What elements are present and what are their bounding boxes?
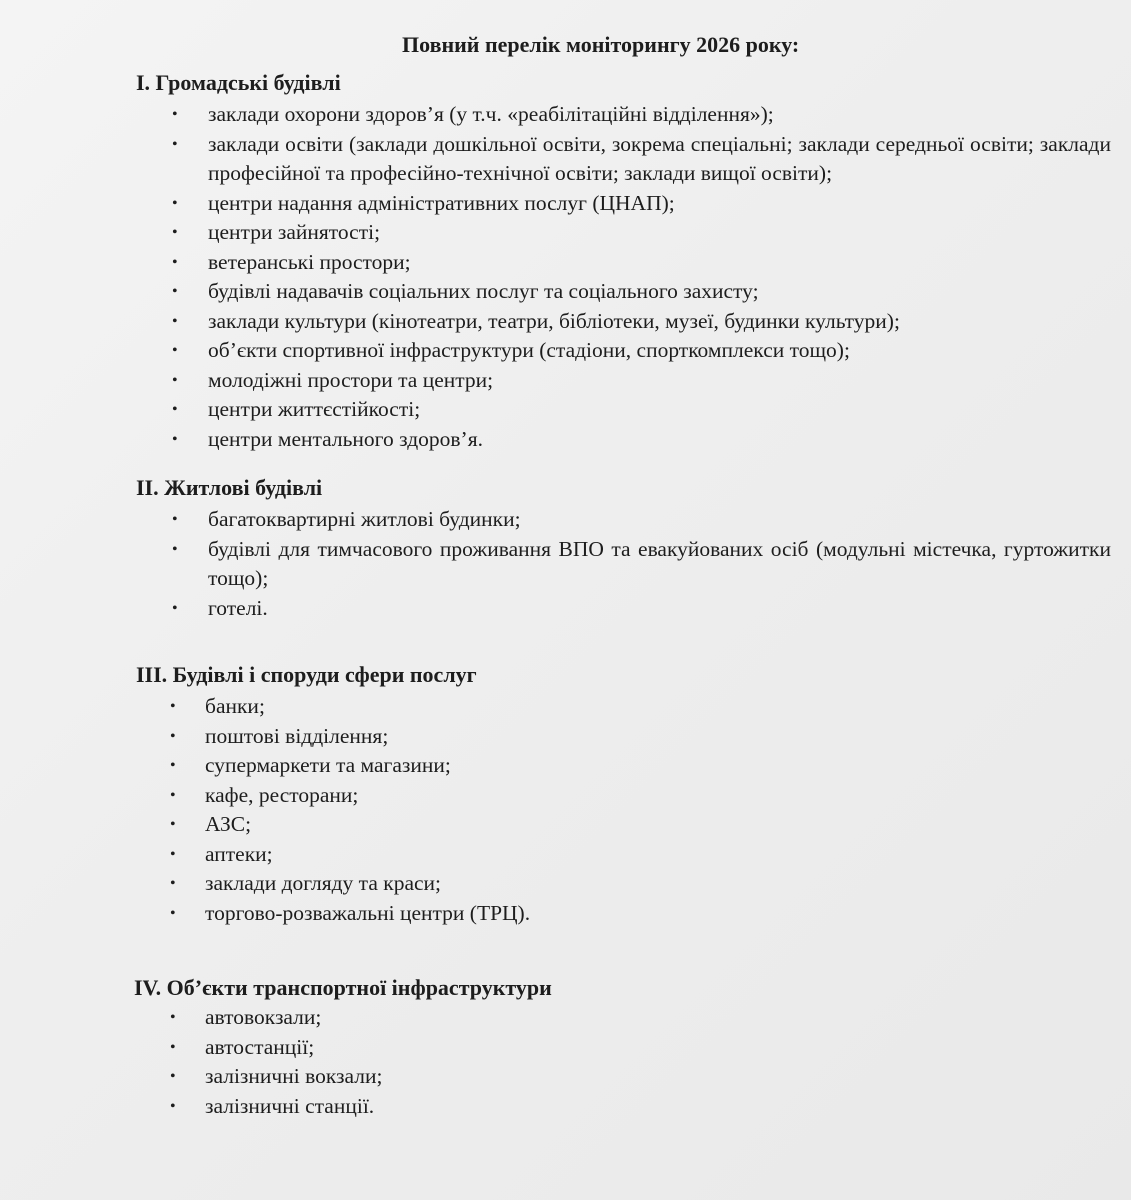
list-item-text: поштові відділення; xyxy=(205,723,389,748)
list-item-text: центри надання адміністративних послуг (ЦНАП); xyxy=(208,190,675,215)
bullet-icon: • xyxy=(170,845,176,863)
bullet-icon: • xyxy=(172,599,178,617)
list-item-text: заклади культури (кінотеатри, театри, бібліотеки, музеї, будинки культури); xyxy=(208,308,900,333)
list-item-text: супермаркети та магазини; xyxy=(205,753,451,777)
list-item-text: центри ментального здоров’я. xyxy=(208,426,483,451)
bullet-icon: • xyxy=(172,540,178,558)
bullet-icon: • xyxy=(172,253,178,271)
list-item-text: залізничні станції. xyxy=(205,1093,375,1118)
bullet-icon: • xyxy=(172,312,178,330)
bullet-icon: • xyxy=(170,757,176,774)
bullet-icon: • xyxy=(170,816,176,833)
bullet-icon: • xyxy=(172,430,178,448)
list-item-text: торгово-розважальні центри (ТРЦ). xyxy=(205,900,531,925)
bullet-icon: • xyxy=(170,875,176,892)
bullet-icon: • xyxy=(172,283,178,300)
section-heading: ІІІ. Будівлі і споруди сфери послуг xyxy=(136,662,477,687)
bullet-icon: • xyxy=(170,1009,176,1026)
list-item-text: автовокзали; xyxy=(205,1005,322,1029)
list-item-text: автостанції; xyxy=(205,1034,315,1059)
section-heading: IV. Об’єкти транспортної інфраструктури xyxy=(134,975,552,1000)
bullet-icon: • xyxy=(170,786,176,804)
bullet-icon: • xyxy=(170,1038,176,1056)
list-item-text: заклади освіти (заклади дошкільної освіти, зокрема спеціальні; заклади середньої освіти; заклади професійної та професійно-технічної освіти; заклади вищої освіти); xyxy=(208,131,1111,185)
list-item-text: кафе, ресторани; xyxy=(205,782,359,807)
document-title: Повний перелік моніторингу 2026 року: xyxy=(402,32,800,57)
list-item-text: центри життєстійкості; xyxy=(208,397,421,421)
list-item-text: молодіжні простори та центри; xyxy=(208,367,494,392)
list-item-text: об’єкти спортивної інфраструктури (стадіони, спорткомплекси тощо); xyxy=(208,338,850,362)
list-item-text: ветеранські простори; xyxy=(208,249,411,274)
bullet-icon: • xyxy=(170,1068,176,1085)
bullet-icon: • xyxy=(170,698,176,715)
list-item-text: готелі. xyxy=(208,595,268,620)
list-item-text: заклади охорони здоров’я (у т.ч. «реабілітаційні відділення»); xyxy=(208,102,774,126)
bullet-icon: • xyxy=(172,135,178,153)
section-heading: І. Громадські будівлі xyxy=(136,70,341,95)
list-item-text: банки; xyxy=(205,694,265,718)
list-item-text: багатоквартирні житлові будинки; xyxy=(208,507,521,531)
bullet-icon: • xyxy=(172,511,178,528)
list-item-text: аптеки; xyxy=(205,841,273,866)
bullet-icon: • xyxy=(172,342,178,359)
list-item-text: будівлі надавачів соціальних послуг та соціального захисту; xyxy=(208,279,759,303)
list-item-text: заклади догляду та краси; xyxy=(205,871,442,895)
bullet-icon: • xyxy=(172,106,178,123)
bullet-icon: • xyxy=(170,904,176,922)
bullet-icon: • xyxy=(172,401,178,418)
bullet-icon: • xyxy=(172,371,178,389)
bullet-icon: • xyxy=(172,194,178,212)
bullet-icon: • xyxy=(172,224,178,241)
list-item-text: центри зайнятості; xyxy=(208,220,381,244)
bullet-icon: • xyxy=(170,1097,176,1115)
list-item-text: залізничні вокзали; xyxy=(205,1064,383,1088)
list-item-text: будівлі для тимчасового проживання ВПО та евакуйованих осіб (модульні містечка, гуртожитки тощо); xyxy=(208,536,1111,590)
section-heading: ІІ. Житлові будівлі xyxy=(136,475,323,500)
bullet-icon: • xyxy=(170,727,176,745)
list-item-text: АЗС; xyxy=(205,812,252,836)
